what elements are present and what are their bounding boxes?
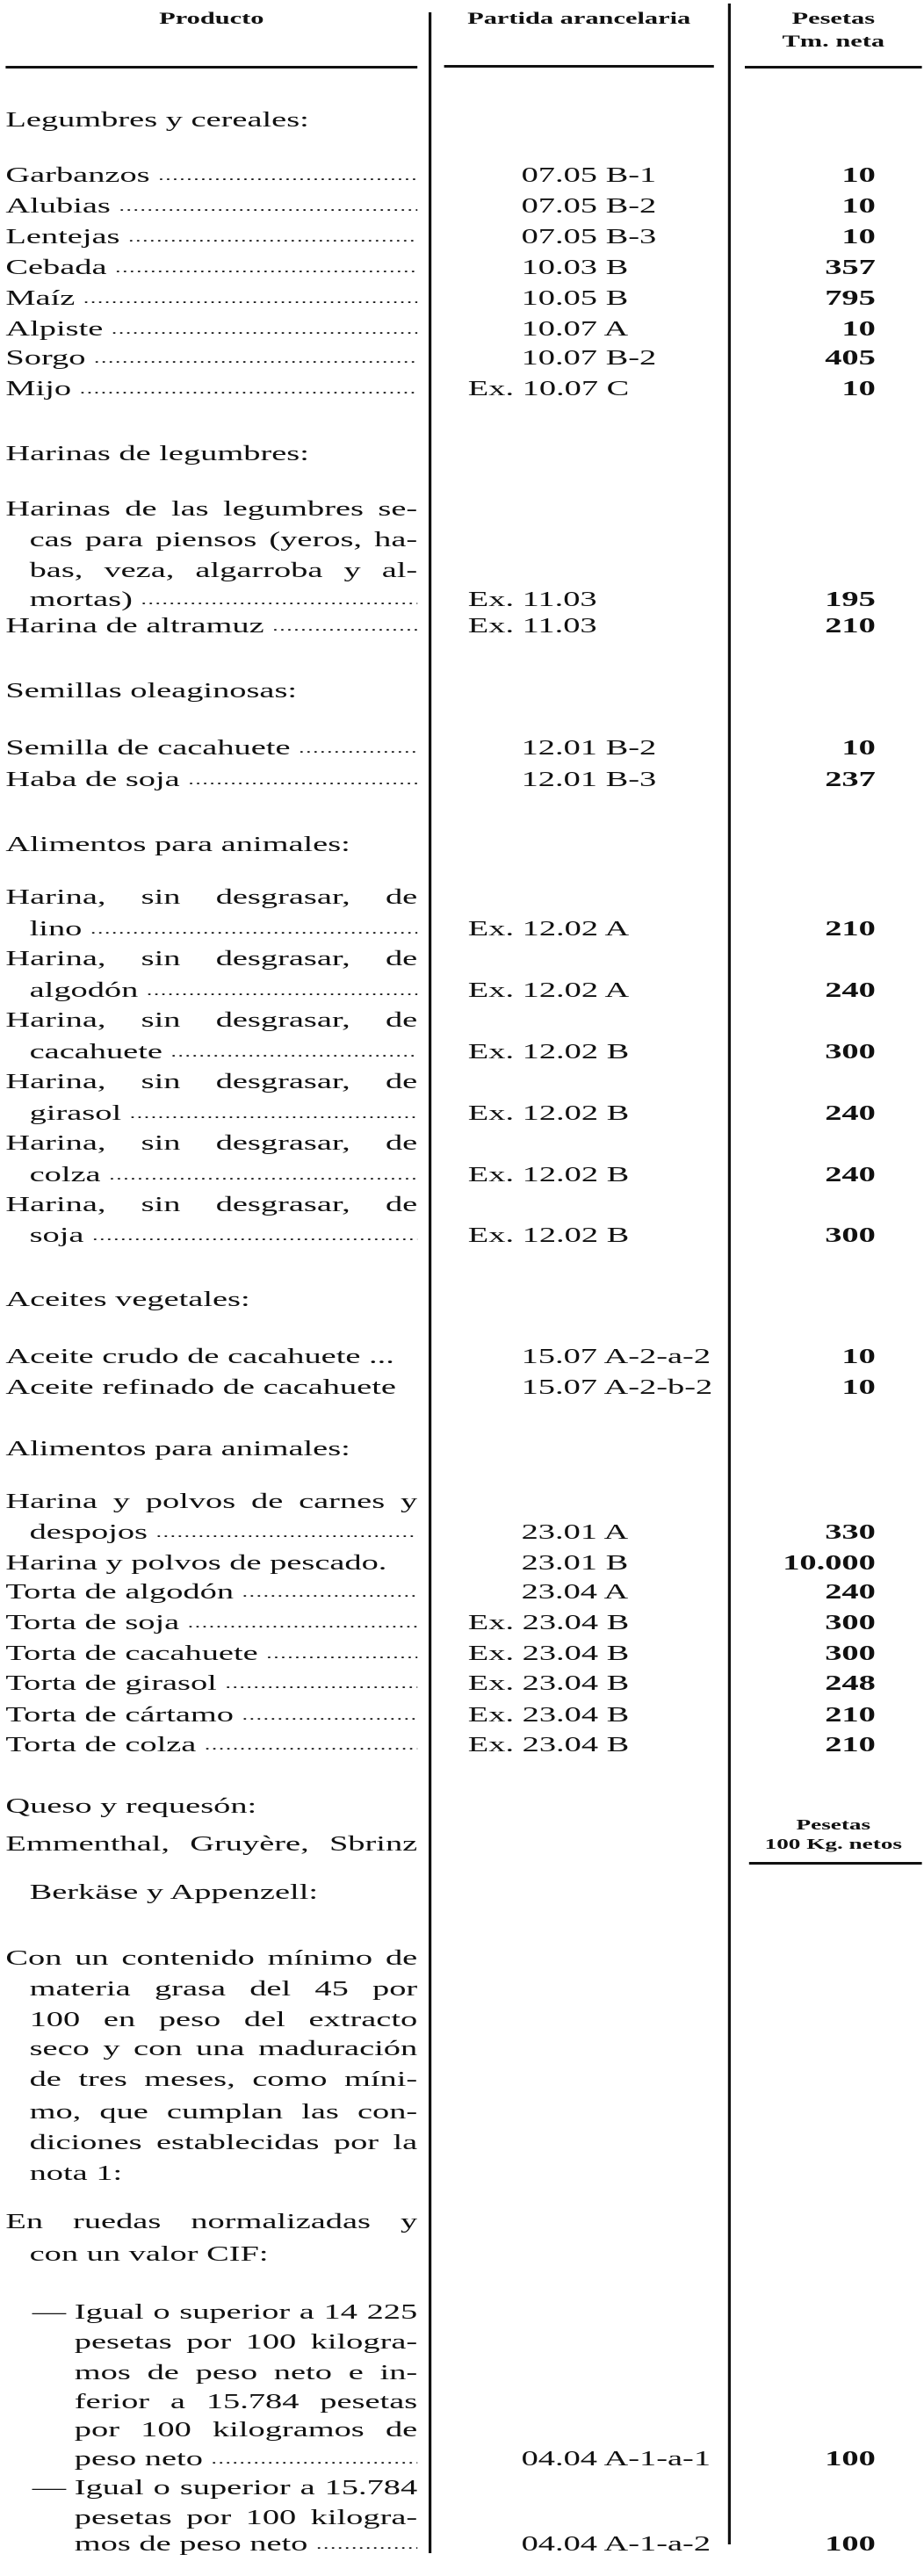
product-text: Mijo: [5, 378, 72, 400]
pesetas-value: 10: [841, 378, 876, 400]
table-row: [0, 914, 923, 945]
dot-leader: [115, 253, 417, 284]
product-text: Haba de soja: [5, 768, 180, 791]
dot-leader: [188, 765, 417, 796]
product-text: pesetas por 100 kilogra-: [74, 2331, 418, 2354]
section-heading-text: Aceites vegetales:: [5, 1288, 250, 1311]
tariff-code: 12.01 B-3: [521, 768, 657, 791]
product-text: Cebada: [5, 256, 107, 279]
product-text: mo, que cumplan las con-: [29, 2101, 418, 2124]
table-row: [0, 191, 923, 222]
product-text: con un valor CIF:: [29, 2243, 269, 2266]
tariff-code: Ex. 12.02 A: [467, 979, 630, 1002]
table-row: [0, 1829, 923, 1860]
subheader-line1: Pesetas: [796, 1816, 871, 1833]
table-row: [0, 314, 923, 345]
pesetas-value: 240: [825, 979, 876, 1002]
product-text: ferior a 15.784 pesetas: [74, 2391, 418, 2414]
tariff-code: 10.07 B-2: [521, 347, 657, 370]
tariff-code: Ex. 23.04 B: [467, 1704, 630, 1727]
table-row: [0, 2034, 923, 2065]
pesetas-value: 248: [825, 1672, 876, 1695]
product-text: Sorgo: [5, 347, 86, 370]
product-text: materia grasa del 45 por: [29, 1978, 418, 2001]
product-text: Harina, sin desgrasar, de: [5, 1071, 418, 1093]
product-text: Harina, sin desgrasar, de: [5, 1009, 418, 1032]
table-row: [0, 2358, 923, 2389]
product-text: despojos: [29, 1521, 148, 1544]
dot-leader: [119, 191, 417, 222]
product-text: Harina, sin desgrasar, de: [5, 1194, 418, 1216]
table-row: [0, 2298, 923, 2328]
dot-leader: [242, 1700, 418, 1731]
pesetas-value: 10: [841, 1376, 876, 1399]
table-row: [0, 2240, 923, 2270]
tariff-code: 04.04 A-1-a-2: [521, 2533, 711, 2556]
tariff-code: 10.05 B: [521, 287, 629, 310]
tariff-code: 07.05 B-1: [521, 164, 657, 187]
tariff-code: Ex. 12.02 A: [467, 918, 630, 941]
product-text: Alubias: [5, 195, 111, 218]
product-text: Maíz: [5, 287, 76, 310]
product-text: Harina, sin desgrasar, de: [5, 948, 418, 971]
table-row: [0, 2444, 923, 2475]
pesetas-value: 300: [825, 1612, 876, 1634]
product-text: nota 1:: [29, 2162, 123, 2185]
pesetas-value: 405: [825, 347, 876, 370]
dot-leader: [109, 1160, 417, 1191]
table-row: [0, 1129, 923, 1159]
dot-leader: [128, 222, 417, 253]
product-text: girasol: [29, 1102, 122, 1125]
product-text: Igual o superior a 15.784: [74, 2477, 418, 2500]
dot-leader: [205, 1730, 417, 1761]
section-heading-text: Alimentos para animales:: [5, 833, 350, 856]
tariff-code: Ex. 11.03: [467, 615, 597, 638]
section-heading: [0, 105, 923, 136]
section-heading-text: Semillas oleaginosas:: [5, 680, 298, 703]
product-text: mos de peso neto e in-: [74, 2362, 418, 2385]
tariff-code: Ex. 11.03: [467, 588, 597, 611]
table-row: [0, 161, 923, 191]
product-text: Aceite refinado de cacahuete: [5, 1376, 396, 1399]
table-row: [0, 1160, 923, 1191]
table-row: [0, 883, 923, 913]
table-row: [0, 1730, 923, 1761]
table-row: [0, 2065, 923, 2096]
table-row: [0, 1221, 923, 1252]
table-row: [0, 976, 923, 1007]
product-text: Emmenthal, Gruyère, Sbrinz: [5, 1833, 418, 1856]
product-text: seco y con una maduración: [29, 2038, 418, 2060]
product-text: Aceite crudo de cacahuete ...: [5, 1346, 394, 1368]
tariff-code: 07.05 B-2: [521, 195, 657, 218]
column-header-partida: Partida arancelaria: [467, 10, 691, 28]
tariff-code: Ex. 12.02 B: [467, 1102, 630, 1125]
product-text: Torta de algodón: [5, 1581, 235, 1604]
tariff-code: Ex. 12.02 B: [467, 1041, 630, 1064]
table-row: [0, 284, 923, 314]
product-text: colza: [29, 1164, 101, 1187]
table-row: [0, 1944, 923, 1974]
table-row: [0, 1974, 923, 2005]
column-header-pesetas-line1: Pesetas: [791, 10, 876, 28]
product-text: Torta de colza: [5, 1734, 197, 1757]
header-rule-pesetas: [745, 66, 922, 69]
column-header-pesetas-line2: Tm. neta: [782, 32, 885, 51]
product-text: Berkäse y Appenzell:: [29, 1881, 319, 1904]
product-text: por 100 kilogramos de: [74, 2419, 418, 2442]
dash-bullet: —: [32, 2301, 67, 2324]
pesetas-value: 240: [825, 1581, 876, 1604]
product-text: Harinas de las legumbres se-: [5, 498, 418, 521]
dot-leader: [112, 314, 417, 345]
table-row: [0, 556, 923, 587]
pesetas-value: 10: [841, 318, 876, 341]
table-row: [0, 343, 923, 374]
table-row: [0, 1608, 923, 1639]
pesetas-value: 10: [841, 1346, 876, 1368]
dot-leader: [90, 914, 417, 945]
product-text: peso neto: [74, 2448, 203, 2471]
product-text: algodón: [29, 979, 139, 1002]
table-row: [0, 2097, 923, 2128]
table-row: [0, 253, 923, 284]
tariff-code: Ex. 23.04 B: [467, 1734, 630, 1757]
tariff-code: 12.01 B-2: [521, 737, 657, 760]
pesetas-value: 240: [825, 1164, 876, 1187]
tariff-code: 15.07 A-2-a-2: [521, 1346, 711, 1368]
product-text: Harina, sin desgrasar, de: [5, 1132, 418, 1155]
pesetas-value: 10: [841, 226, 876, 249]
pesetas-value: 357: [825, 256, 876, 279]
section-heading: [0, 1285, 923, 1316]
column-header-pesetas: [745, 8, 922, 54]
table-row: [0, 1700, 923, 1731]
table-row: [0, 1577, 923, 1608]
table-row: [0, 2005, 923, 2036]
dot-leader: [80, 374, 418, 405]
section-heading-text: Harinas de legumbres:: [5, 443, 309, 465]
table-row: [0, 2159, 923, 2190]
table-row: [0, 2207, 923, 2238]
product-text: de tres meses, como míni-: [29, 2068, 418, 2091]
dot-leader: [147, 976, 417, 1007]
product-text: bas, veza, algarroba y al-: [29, 559, 418, 582]
table-row: [0, 1006, 923, 1036]
table-row: [0, 494, 923, 525]
dot-leader: [158, 161, 417, 191]
header-rule-producto: [5, 66, 417, 69]
dot-leader: [94, 343, 417, 374]
table-row: [0, 374, 923, 405]
product-text: lino: [29, 918, 83, 941]
product-text: Harina y polvos de pescado.: [5, 1552, 387, 1575]
table-row: [0, 2327, 923, 2358]
dot-leader: [156, 1518, 418, 1548]
pesetas-value: 210: [825, 1734, 876, 1757]
tariff-code: Ex. 10.07 C: [467, 378, 630, 400]
pesetas-value: 10: [841, 164, 876, 187]
dot-leader: [92, 1221, 417, 1252]
table-row: [0, 944, 923, 975]
tariff-code: 10.07 A: [521, 318, 629, 341]
section-heading: [0, 1792, 923, 1822]
table-row: [0, 525, 923, 556]
subheader-rule: [749, 1862, 922, 1865]
section-heading-text: Alimentos para animales:: [5, 1438, 350, 1461]
dot-leader: [188, 1608, 417, 1639]
column-header-producto: Producto: [159, 10, 264, 28]
table-row: [0, 733, 923, 764]
section-heading: [0, 1434, 923, 1465]
product-text: Igual o superior a 14 225: [74, 2301, 418, 2324]
subheader-line2: 100 Kg. netos: [764, 1836, 902, 1852]
product-text: En ruedas normalizadas y: [5, 2211, 418, 2233]
tariff-code: 07.05 B-3: [521, 226, 657, 249]
section-heading-text: Queso y requesón:: [5, 1795, 257, 1818]
table-row: [0, 1373, 923, 1403]
table-row: [0, 2387, 923, 2418]
table-row: [0, 2473, 923, 2504]
product-text: Torta de cártamo: [5, 1704, 234, 1727]
pesetas-value: 10: [841, 195, 876, 218]
tariff-code: 10.03 B: [521, 256, 629, 279]
section-heading: [0, 676, 923, 707]
table-row: [0, 1099, 923, 1129]
dot-leader: [225, 1669, 417, 1699]
section-heading: [0, 830, 923, 861]
table-row: [0, 1548, 923, 1579]
header-rule-partida: [444, 65, 714, 68]
product-text: Torta de girasol: [5, 1672, 217, 1695]
table-row: [0, 1190, 923, 1221]
pesetas-value: 210: [825, 1704, 876, 1727]
product-text: Torta de cacahuete: [5, 1642, 258, 1665]
product-text: Garbanzos: [5, 164, 150, 187]
pesetas-value: 10: [841, 737, 876, 760]
dot-leader: [272, 611, 417, 642]
table-row: [0, 1067, 923, 1098]
tariff-code: 23.04 A: [521, 1581, 629, 1604]
table-row: [0, 2529, 923, 2560]
tariff-code: 04.04 A-1-a-1: [521, 2448, 711, 2471]
dot-leader: [266, 1639, 417, 1670]
table-row: [0, 1037, 923, 1068]
dot-leader: [130, 1099, 417, 1129]
section-heading: [0, 439, 923, 470]
tariff-code: 23.01 B: [521, 1552, 629, 1575]
pesetas-value: 300: [825, 1224, 876, 1247]
table-row: [0, 2415, 923, 2446]
table-row: [0, 1518, 923, 1548]
product-text: Con un contenido mínimo de: [5, 1947, 418, 1970]
product-text: mos de peso neto: [74, 2533, 308, 2556]
product-text: pesetas por 100 kilogra-: [74, 2507, 418, 2529]
product-text: 100 en peso del extracto: [29, 2009, 418, 2031]
pesetas-value: 210: [825, 615, 876, 638]
pesetas-value: 300: [825, 1642, 876, 1665]
product-text: Harina de altramuz: [5, 615, 264, 638]
product-text: Alpiste: [5, 318, 104, 341]
table-row: [0, 1342, 923, 1373]
table-row: [0, 2128, 923, 2159]
pesetas-value: 330: [825, 1521, 876, 1544]
pesetas-value: 300: [825, 1041, 876, 1064]
product-text: Harina, sin desgrasar, de: [5, 886, 418, 909]
product-text: Semilla de cacahuete: [5, 737, 291, 760]
table-row: [0, 611, 923, 642]
pesetas-value: 210: [825, 918, 876, 941]
dash-bullet: —: [32, 2477, 67, 2500]
table-row: [0, 765, 923, 796]
pesetas-value: 100: [825, 2533, 876, 2556]
pesetas-value: 795: [825, 287, 876, 310]
dot-leader: [242, 1577, 418, 1608]
table-row: [0, 222, 923, 253]
dot-leader: [316, 2529, 417, 2560]
dot-leader: [212, 2444, 418, 2475]
tariff-code: Ex. 23.04 B: [467, 1612, 630, 1634]
product-text: soja: [29, 1224, 84, 1247]
pesetas-value: 195: [825, 588, 876, 611]
product-text: Torta de soja: [5, 1612, 180, 1634]
pesetas-value: 100: [825, 2448, 876, 2471]
dot-leader: [299, 733, 417, 764]
dot-leader: [83, 284, 417, 314]
product-text: mortas): [29, 588, 133, 611]
tariff-code: 23.01 A: [521, 1521, 629, 1544]
pesetas-value: 10.000: [783, 1552, 876, 1575]
product-text: cas para piensos (yeros, ha-: [29, 529, 418, 552]
tariff-code: 15.07 A-2-b-2: [521, 1376, 713, 1399]
table-row: [0, 1639, 923, 1670]
table-row: [0, 1878, 923, 1909]
product-text: Harina y polvos de carnes y: [5, 1490, 418, 1513]
pesetas-value: 240: [825, 1102, 876, 1125]
dot-leader: [171, 1037, 418, 1068]
table-row: [0, 1487, 923, 1518]
tariff-code: Ex. 23.04 B: [467, 1642, 630, 1665]
product-text: Lentejas: [5, 226, 120, 249]
tariff-code: Ex. 12.02 B: [467, 1224, 630, 1247]
pesetas-value: 237: [825, 768, 876, 791]
tariff-code: Ex. 23.04 B: [467, 1672, 630, 1695]
section-heading-text: Legumbres y cereales:: [5, 109, 309, 132]
tariff-code: Ex. 12.02 B: [467, 1164, 630, 1187]
product-text: diciones establecidas por la: [29, 2132, 418, 2154]
table-row: [0, 1669, 923, 1699]
product-text: cacahuete: [29, 1041, 162, 1064]
